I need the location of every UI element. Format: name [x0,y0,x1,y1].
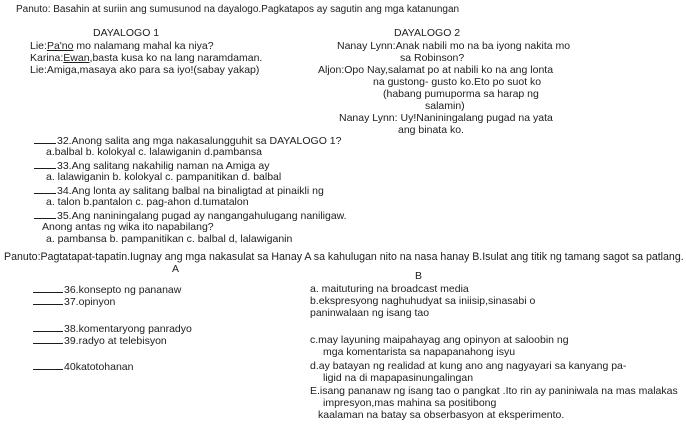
dialogue2-line1: Nanay Lynn:Anak nabili mo na ba iyong nakita mo [337,40,571,52]
dialogue1-title: DAYALOGO 1 [93,27,160,39]
column-b-item-a: a. maituturing na broadcast media [310,283,469,295]
answer-blank[interactable] [34,134,56,144]
column-b-item-e: E.isang pananaw ng isang tao o pangkat .Ito rin ay paniniwala na mas malakas [310,385,678,397]
item-text: konsepto ng pananaw [78,284,182,296]
instruction-top: Panuto: Basahin at suriin ang sumusunod na dayalogo.Pagkatapos ay sagutin ang mga katanungan [16,4,460,15]
item-text: radyo at telebisyon [78,335,167,347]
underlined-word-ewan: Ewan [63,52,90,64]
column-a-item-39 [33,334,167,347]
question-text: Anong salita ang mga nakasalungguhit sa DAYALOGO 1? [71,135,342,147]
item-text: katotohanan [75,361,134,373]
question-number: 33. [57,160,72,172]
column-b-item-b: b.ekspresyong naghuhudyat sa iniisip,sinasabi o [310,295,536,307]
column-b-item-b-cont: paninwalaan ng isang tao [310,307,430,319]
dialogue2-line3: Aljon:Opo Nay,salamat po at nabili ko na ang lonta [318,64,554,76]
question-text: Ang salitang nakahilig naman na Amiga ay [71,160,270,172]
dialogue1-line2-rest: ,basta kusa ko na lang naramdaman. [89,52,263,64]
column-b-item-e-cont2: kaalaman na batay sa obserbasyon at eksperimento. [318,409,565,421]
column-a-header: A [172,263,180,275]
answer-blank[interactable] [34,159,56,169]
dialogue1-line1-rest: mo nalamang mahal ka niya? [73,40,214,52]
dialogue1-line1 [30,40,214,52]
dialogue2-line2: sa Robinson? [400,52,465,64]
item-number: 36. [64,284,79,296]
item-number: 39. [64,335,79,347]
answer-blank[interactable] [34,209,56,219]
item-text: opinyon [78,296,116,308]
question-number: 34. [57,185,72,197]
dialogue2-line4: na gustong- gusto ko.Eto po suot ko [373,76,542,88]
dialogue2-title: DAYALOGO 2 [394,27,461,39]
item-number: 40 [64,361,76,373]
dialogue1-line3: Lie:Amiga,masaya ako para sa iyo!(sabay yakap) [30,64,260,76]
answer-blank[interactable] [33,360,63,370]
column-b-item-e-cont1: impresyon,mas mahina sa positibong [323,397,497,409]
column-a-item-40 [33,360,134,373]
question-text: Ang naniningalang pugad ay nangangahulugang naniligaw. [71,210,347,222]
question-35-line2: Anong antas ng wika ito napabilang? [42,221,214,233]
dialogue2-line8: ang binata ko. [398,124,464,136]
question-33-choices: a. lalawiganin b. kolokyal c. pampanitikan d. balbal [46,171,282,183]
question-32-choices: a.balbal b. kolokyal c. lalawiganin d.pambansa [46,146,262,158]
question-34-choices: a. talon b.pantalon c. pag-ahon d.tumatalon [46,196,249,208]
column-b-item-c-cont: mga komentarista sa napapanahong isyu [323,346,516,358]
underlined-word-pano: Pa'no [46,40,74,52]
question-text: Ang lonta ay salitang balbal na binaligtad at pinaikli ng [71,185,324,197]
question-35-choices: a. pambansa b. pampanitikan c. balbal d, lalawiganin [46,233,293,245]
instruction-matching: Panuto:Pagtatapat-tapatin.Iugnay ang mga nakasulat sa Hanay A sa kahulugan nito na nasa hanay B.Isulat ang titik ng tamang sagot sa patlang. [4,251,684,263]
dialogue2-line7: Nanay Lynn: Uy!Naniningalang pugad na yata [339,112,553,124]
column-b-header: B [415,270,423,282]
answer-blank[interactable] [33,334,63,344]
question-number: 35. [57,210,72,222]
dialogue1-line2 [30,52,262,64]
column-b-item-d-cont: ligid na di mapapasinungalingan [323,372,474,384]
item-text: komentaryong panradyo [78,323,192,335]
column-b-item-c: c.may layuning maipahayag ang opinyon at saloobin ng [310,334,569,346]
answer-blank[interactable] [34,184,56,194]
answer-blank[interactable] [33,283,63,293]
answer-blank[interactable] [33,322,63,332]
answer-blank[interactable] [33,295,63,305]
column-a-item-37 [33,295,115,308]
item-number: 37. [64,296,79,308]
item-number: 38. [64,323,79,335]
dialogue2-line5: (habang pumuporma sa harap ng [383,88,539,100]
column-b-item-d: d.ay batayan ng realidad at kung ano ang nagyayari sa kanyang pa- [310,360,627,372]
dialogue2-line6: salamin) [425,100,465,112]
question-number: 32. [57,135,72,147]
speaker-lie: Lie: [30,40,47,52]
speaker-karina: Karina: [30,52,64,64]
